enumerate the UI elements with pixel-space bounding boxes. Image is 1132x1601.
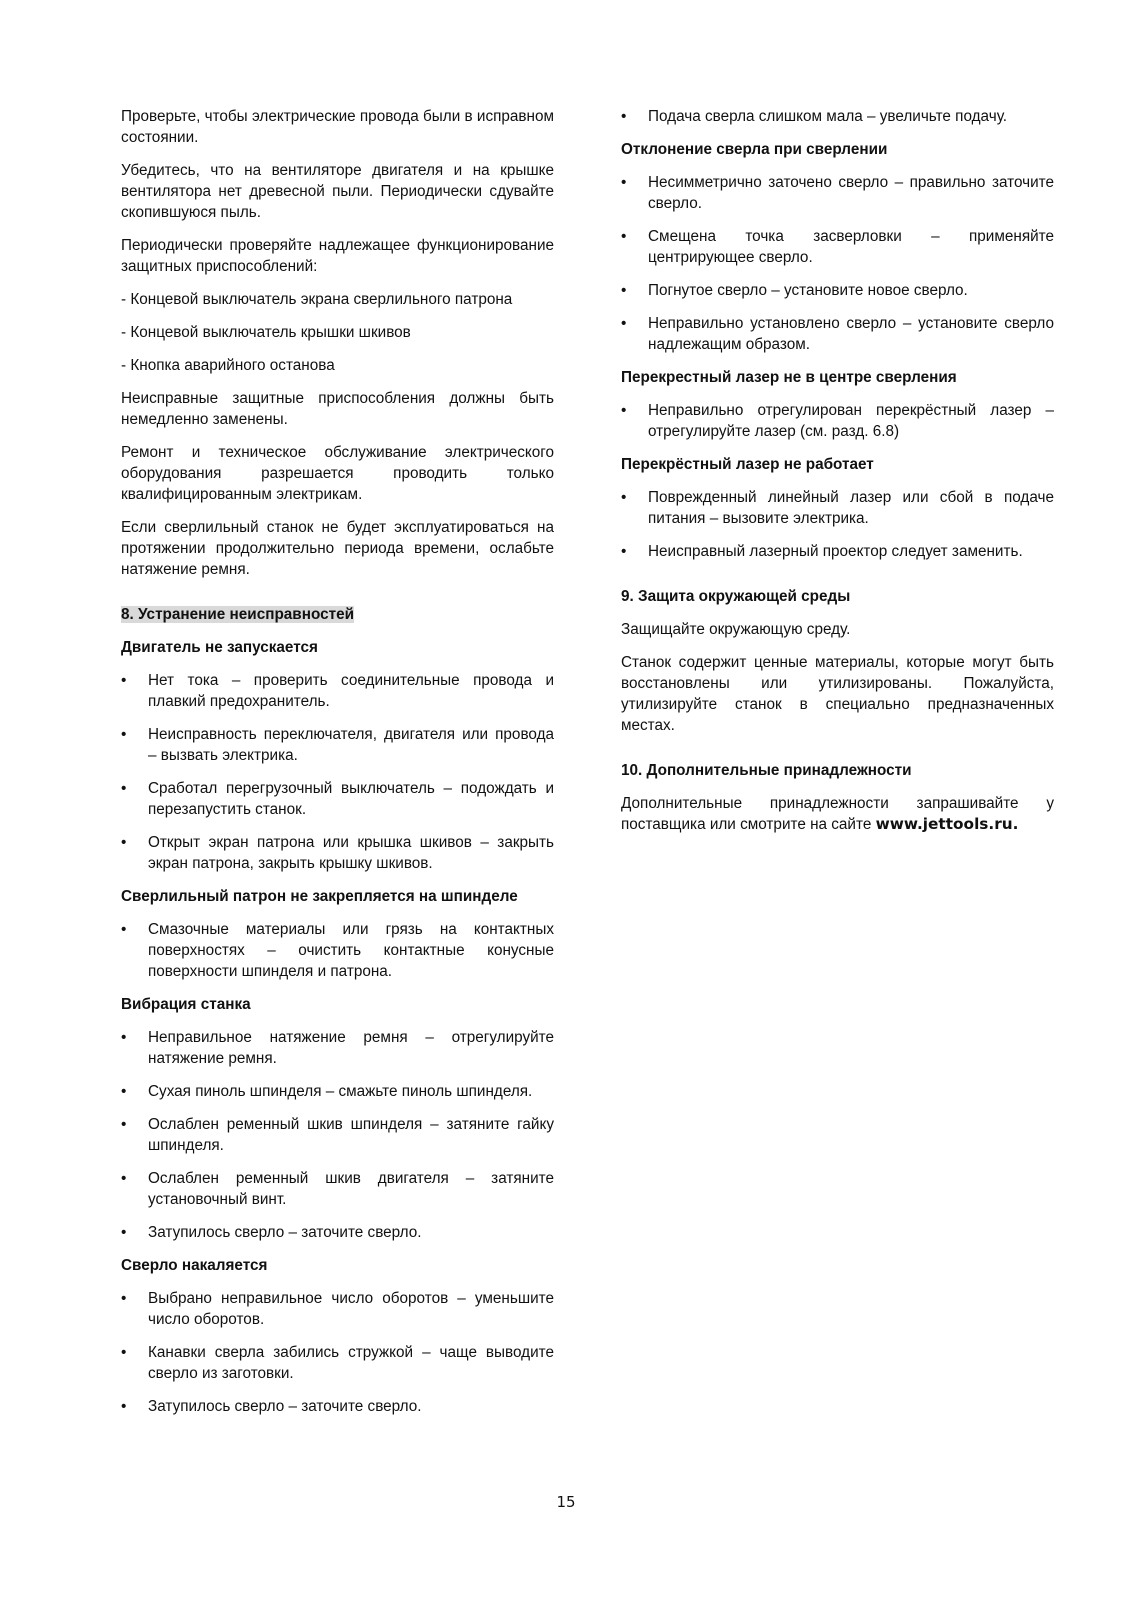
list-item: • Канавки сверла забились стружкой – чаще выводите сверло из заготовки. xyxy=(121,1344,554,1382)
list-item: • Смещена точка засверловки – применяйте центрирующее сверло. xyxy=(621,228,1054,266)
bullet-icon: • xyxy=(621,228,627,245)
subheading: Перекрёстный лазер не работает xyxy=(621,456,874,473)
bullet-icon: • xyxy=(121,1224,127,1241)
paragraph: Убедитесь, что на вентиляторе двигателя и на крышке вентилятора нет древесной пыли. Периодически сдувайте скопившуюся пыль. xyxy=(121,162,554,221)
bullet-icon: • xyxy=(121,1029,127,1046)
bullet-list xyxy=(121,1288,554,1417)
bullet-list xyxy=(621,172,1054,355)
bullet-icon: • xyxy=(621,174,627,191)
paragraph: Проверьте, чтобы электрические провода были в исправном состоянии. xyxy=(121,108,554,146)
bullet-icon: • xyxy=(621,543,627,560)
bullet-icon: • xyxy=(121,1290,127,1307)
bullet-icon: • xyxy=(121,834,127,851)
bullet-icon: • xyxy=(121,1398,127,1415)
list-item: • Сработал перегрузочный выключатель – подождать и перезапустить станок. xyxy=(121,780,554,818)
section-9-heading: 9. Защита окружающей среды xyxy=(621,588,851,605)
subheading: Сверлильный патрон не закрепляется на шпинделе xyxy=(121,888,518,905)
list-item: • Нет тока – проверить соединительные провода и плавкий предохранитель. xyxy=(121,672,554,710)
bullet-list xyxy=(621,106,1054,127)
website-link[interactable]: www.jettools.ru. xyxy=(875,815,1019,833)
section-10-heading: 10. Дополнительные принадлежности xyxy=(621,762,912,779)
list-item: • Погнутое сверло – установите новое сверло. xyxy=(621,282,968,299)
left-column xyxy=(121,106,554,1429)
bullet-icon: • xyxy=(121,780,127,797)
list-item: • Неисправность переключателя, двигателя или провода – вызвать электрика. xyxy=(121,726,554,764)
list-item: • Ослаблен ременный шкив двигателя – затяните установочный винт. xyxy=(121,1170,554,1208)
paragraph: - Концевой выключатель крышки шкивов xyxy=(121,324,411,341)
bullet-list xyxy=(121,1027,554,1243)
paragraph: Ремонт и техническое обслуживание электрического оборудования разрешается проводить только квалифицированным электрикам. xyxy=(121,444,554,503)
bullet-icon: • xyxy=(121,1344,127,1361)
section-8-heading: 8. Устранение неисправностей xyxy=(121,606,355,623)
subheading: Вибрация станка xyxy=(121,996,251,1013)
bullet-icon: • xyxy=(121,1083,127,1100)
list-item: • Несимметрично заточено сверло – правильно заточите сверло. xyxy=(621,174,1054,212)
bullet-list xyxy=(121,919,554,982)
paragraph: Станок содержит ценные материалы, которые могут быть восстановлены или утилизированы. Пожалуйста, утилизируйте станок в специально предназначенных местах. xyxy=(621,654,1054,734)
list-item: • Неправильное натяжение ремня – отрегулируйте натяжение ремня. xyxy=(121,1029,554,1067)
bullet-icon: • xyxy=(621,108,627,125)
bullet-icon: • xyxy=(121,672,127,689)
list-item: • Неправильно отрегулирован перекрёстный лазер – отрегулируйте лазер (см. разд. 6.8) xyxy=(621,402,1054,440)
bullet-icon: • xyxy=(621,489,627,506)
bullet-icon: • xyxy=(621,282,627,299)
paragraph: Защищайте окружающую среду. xyxy=(621,621,851,638)
subheading: Двигатель не запускается xyxy=(121,639,318,656)
bullet-icon: • xyxy=(121,921,127,938)
list-item: • Открыт экран патрона или крышка шкивов – закрыть экран патрона, закрыть крышку шкивов. xyxy=(121,834,554,872)
bullet-icon: • xyxy=(621,315,627,332)
list-item: • Подача сверла слишком мала – увеличьте подачу. xyxy=(621,108,1008,125)
bullet-icon: • xyxy=(121,1170,127,1187)
subheading: Отклонение сверла при сверлении xyxy=(621,141,888,158)
paragraph: - Кнопка аварийного останова xyxy=(121,357,335,374)
list-item: • Смазочные материалы или грязь на контактных поверхностях – очистить контактные конусные поверхности шпинделя и патрона. xyxy=(121,921,554,980)
paragraph: - Концевой выключатель экрана сверлильного патрона xyxy=(121,291,513,308)
bullet-list xyxy=(621,487,1054,562)
bullet-icon: • xyxy=(121,726,127,743)
paragraph: Дополнительные принадлежности запрашивайте у поставщика или смотрите на сайте www.jettools.ru. xyxy=(621,795,1054,833)
list-item: • Затупилось сверло – заточите сверло. xyxy=(121,1224,422,1241)
list-item: • Неисправный лазерный проектор следует заменить. xyxy=(621,543,1023,560)
right-column xyxy=(621,106,1054,847)
paragraph: Если сверлильный станок не будет эксплуатироваться на протяжении продолжительно периода времени, ослабьте натяжение ремня. xyxy=(121,519,554,578)
list-item: • Ослаблен ременный шкив шпинделя – затяните гайку шпинделя. xyxy=(121,1116,554,1154)
list-item: • Неправильно установлено сверло – установите сверло надлежащим образом. xyxy=(621,315,1054,353)
bullet-icon: • xyxy=(621,402,627,419)
bullet-list xyxy=(621,400,1054,442)
list-item: • Выбрано неправильное число оборотов – уменьшите число оборотов. xyxy=(121,1290,554,1328)
paragraph: Периодически проверяйте надлежащее функционирование защитных приспособлений: xyxy=(121,237,554,275)
bullet-icon: • xyxy=(121,1116,127,1133)
bullet-list xyxy=(121,670,554,874)
paragraph: Неисправные защитные приспособления должны быть немедленно заменены. xyxy=(121,390,554,428)
list-item: • Сухая пиноль шпинделя – смажьте пиноль шпинделя. xyxy=(121,1083,533,1100)
page-number: 15 xyxy=(556,1493,576,1511)
list-item: • Поврежденный линейный лазер или сбой в подаче питания – вызовите электрика. xyxy=(621,489,1054,527)
list-item: • Затупилось сверло – заточите сверло. xyxy=(121,1398,422,1415)
subheading: Сверло накаляется xyxy=(121,1257,268,1274)
subheading: Перекрестный лазер не в центре сверления xyxy=(621,369,957,386)
